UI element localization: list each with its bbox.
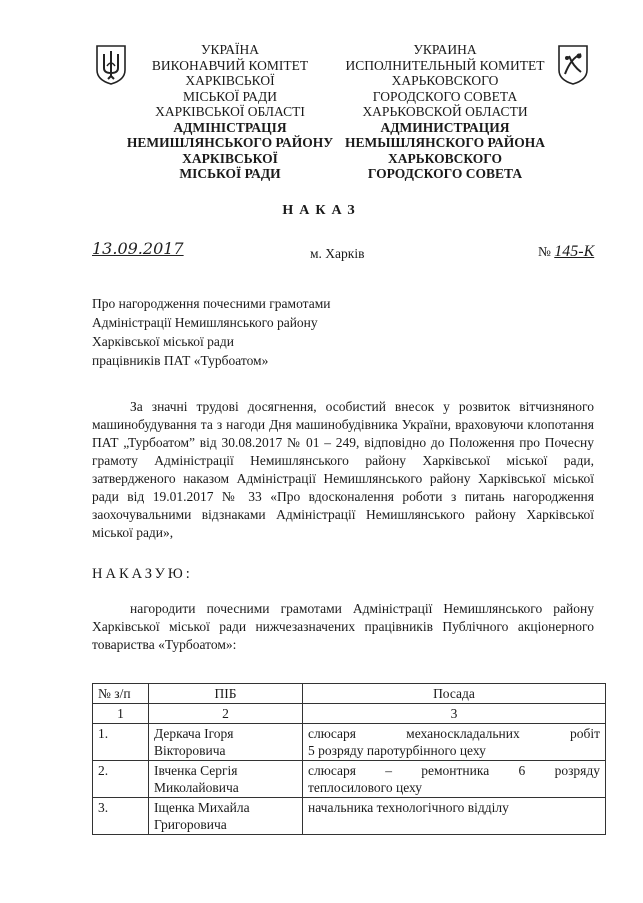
row-name [149,798,303,835]
col-number: 3 [303,704,606,724]
decree [92,600,594,654]
table-colnum-row [93,704,606,724]
row-name [149,761,303,798]
row-position [303,724,606,761]
document-title: НАКАЗ [282,203,361,218]
header-line-bold: ХАРКІВСЬКОЇ [182,150,278,166]
col-header-position: Посада [303,684,606,704]
header-line-bold: НЕМЫШЛЯНСКОГО РАЙОНА [345,135,545,150]
name-line: Івченка Сергія [154,763,238,778]
header-line: УКРАИНА [413,42,477,57]
header-russian [345,42,545,182]
header-line: ГОРОДСКОГО СОВЕТА [372,88,518,104]
header-line-bold: НЕМИШЛЯНСЬКОГО РАЙОНУ [126,135,334,150]
header-line: ХАРЬКОВСКОГО [391,73,499,88]
table-header-row [93,684,606,704]
subject-line: працівників ПАТ «Турбоатом» [92,353,269,368]
table-row [93,798,606,835]
name-line: Григоровича [154,817,227,832]
header-line: ХАРЬКОВСКОЙ ОБЛАСТИ [362,104,528,119]
header-ukrainian [126,42,334,182]
header-line-bold: АДМІНІСТРАЦІЯ [173,119,287,135]
col-header-name: ПІБ [149,684,303,704]
row-name [149,724,303,761]
handwritten-date: 13.09.2017 [92,239,184,258]
header-line: ХАРКІВСЬКОЇ [185,73,275,88]
position-line: теплосилового цеху [308,780,423,795]
decree-text: нагородити почесними грамотами Адміністрації Немишлянського району Харківської міської ради нижчезазначених працівників Публічного акціонерного товариства «Турбоатом»: [92,601,594,652]
handwritten-number: 145-К [554,243,595,260]
col-header-number: № з/п [93,684,149,704]
city: м. Харків [310,246,365,261]
table-row [93,761,606,798]
subject-line: Адміністрації Немишлянського району [92,315,318,330]
table-row [93,724,606,761]
col-number: 2 [149,704,303,724]
preamble [92,398,594,542]
awardees-table [92,683,606,835]
position-line: начальника технологічного відділу [308,800,509,815]
row-position [303,798,606,835]
header-line: УКРАЇНА [200,42,260,57]
subject-line: Харківської міської ради [92,334,235,349]
header-line: ИСПОЛНИТЕЛЬНЫЙ КОМИТЕТ [345,57,545,73]
name-line: Вікторовича [154,743,226,758]
col-number: 1 [93,704,149,724]
header-line-bold: ХАРЬКОВСКОГО [387,150,503,166]
order-number [538,243,594,261]
position-line: 5 розряду паротурбінного цеху [308,743,486,758]
kharkiv-coat-of-arms-icon [557,44,589,86]
subject [92,294,422,370]
name-line: Деркача Ігоря [154,726,234,741]
header-line-bold: МІСЬКОЇ РАДИ [179,166,281,181]
position-line: слюсаря механоскладальних робіт [308,726,600,741]
preamble-text: За значні трудові досягнення, особистий внесок у розвиток вітчизняного машинобудування та з нагоди Дня машинобудівника України, враховуючи клопотання ПАТ „Турбоатом” від 30.08.2017 № 01 – 249, відповідно до Положення про Почесну грамоту Адміністрації Немишлянського району Харківської міської ради, затвердженого наказом Адміністрації Немишлянського району Харківської міської ради від 19.01.2017 № 33 «Про вдосконалення роботи з питань нагородження заохочувальними відзнаками Адміністрації Немишлянського району Харківської міської ради», [92,399,594,540]
header-line-bold: ГОРОДСКОГО СОВЕТА [367,166,523,181]
header-line: МІСЬКОЇ РАДИ [182,88,278,104]
header-line: ХАРКІВСЬКОЇ ОБЛАСТІ [155,104,305,119]
row-position [303,761,606,798]
name-line: Іщенка Михайла [154,800,250,815]
row-number: 2. [93,761,149,798]
header-line: ВИКОНАВЧИЙ КОМІТЕТ [151,57,309,73]
position-line: слюсаря – ремонтника 6 розряду [308,763,600,778]
row-number: 1. [93,724,149,761]
header-line-bold: АДМИНИСТРАЦИЯ [380,119,510,135]
row-number: 3. [93,798,149,835]
trident-icon [95,44,127,86]
number-prefix: № [538,244,551,259]
name-line: Миколайовича [154,780,239,795]
order-word: НАКАЗУЮ: [92,566,193,582]
subject-line: Про нагородження почесними грамотами [92,296,331,311]
